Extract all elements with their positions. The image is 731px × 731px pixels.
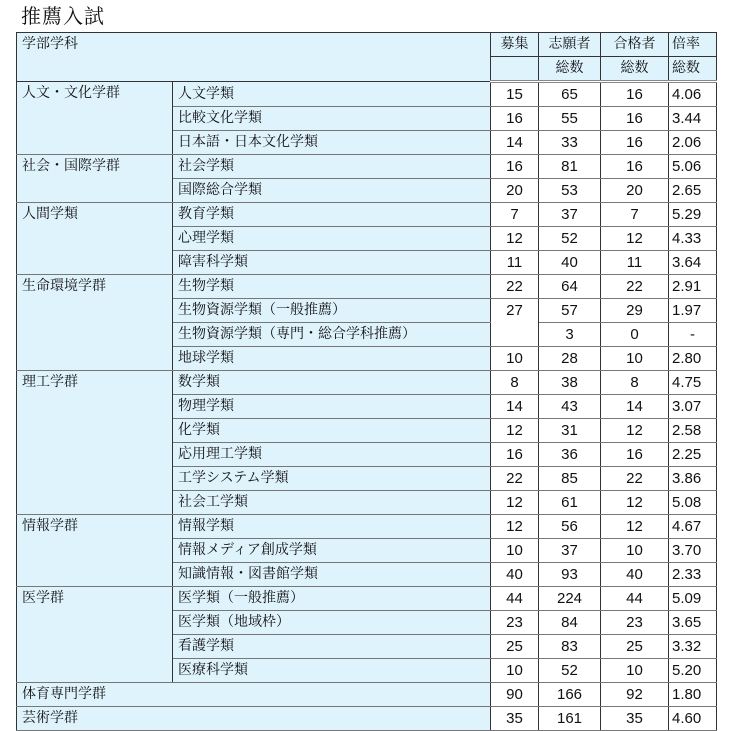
recruitment-value: 11: [491, 251, 539, 275]
applicants-value: 61: [539, 491, 601, 515]
ratio-value: 4.75: [669, 371, 717, 395]
group-name: 人間学類: [17, 203, 173, 275]
passed-value: 22: [601, 275, 669, 299]
subject-name: 情報学類: [173, 515, 491, 539]
ratio-value: 5.29: [669, 203, 717, 227]
group-name: 情報学群: [17, 515, 173, 587]
subject-name: 医学類（一般推薦）: [173, 587, 491, 611]
subject-name: 社会学類: [173, 155, 491, 179]
recruitment-value: 14: [491, 131, 539, 155]
subject-name: 知識情報・図書館学類: [173, 563, 491, 587]
recruitment-value: 10: [491, 347, 539, 371]
applicants-value: 166: [539, 683, 601, 707]
recruitment-value: 22: [491, 275, 539, 299]
recruitment-value: 16: [491, 443, 539, 467]
table-row: [17, 371, 717, 395]
header-applicants-sub: 総数: [539, 57, 601, 82]
subject-name: 日本語・日本文化学類: [173, 131, 491, 155]
subject-name: 比較文化学類: [173, 107, 491, 131]
passed-value: 44: [601, 587, 669, 611]
applicants-value: 93: [539, 563, 601, 587]
header-row-1: [17, 33, 717, 57]
passed-value: 14: [601, 395, 669, 419]
recruitment-value: 12: [491, 491, 539, 515]
subject-name: 看護学類: [173, 635, 491, 659]
table-row: [17, 683, 717, 707]
passed-value: 12: [601, 491, 669, 515]
header-ratio: 倍率: [669, 33, 717, 57]
subject-name: 生物資源学類（専門・総合学科推薦）: [173, 323, 491, 347]
header-recruitment-sub: [491, 57, 539, 82]
group-name: 体育専門学群: [17, 683, 491, 707]
ratio-value: 4.67: [669, 515, 717, 539]
recruitment-value: 10: [491, 659, 539, 683]
applicants-value: 43: [539, 395, 601, 419]
subject-name: 医療科学類: [173, 659, 491, 683]
subject-name: 医学類（地域枠）: [173, 611, 491, 635]
header-passed-sub: 総数: [601, 57, 669, 82]
recruitment-value: 23: [491, 611, 539, 635]
table-row: [17, 155, 717, 179]
ratio-value: 3.65: [669, 611, 717, 635]
ratio-value: 3.07: [669, 395, 717, 419]
header-ratio-sub: 総数: [669, 57, 717, 82]
recruitment-value: 27: [491, 299, 539, 347]
recruitment-value: 16: [491, 107, 539, 131]
passed-value: 12: [601, 515, 669, 539]
applicants-value: 33: [539, 131, 601, 155]
subject-name: 障害科学類: [173, 251, 491, 275]
passed-value: 16: [601, 82, 669, 107]
ratio-value: 2.58: [669, 419, 717, 443]
passed-value: 10: [601, 539, 669, 563]
passed-value: 29: [601, 299, 669, 323]
passed-value: 10: [601, 659, 669, 683]
recruitment-value: 8: [491, 371, 539, 395]
table-row: [17, 707, 717, 731]
applicants-value: 161: [539, 707, 601, 731]
ratio-value: 3.64: [669, 251, 717, 275]
subject-name: 心理学類: [173, 227, 491, 251]
ratio-value: 3.32: [669, 635, 717, 659]
passed-value: 8: [601, 371, 669, 395]
applicants-value: 37: [539, 203, 601, 227]
ratio-value: 2.91: [669, 275, 717, 299]
recruitment-value: 20: [491, 179, 539, 203]
applicants-value: 3: [539, 323, 601, 347]
header-passed: 合格者: [601, 33, 669, 57]
passed-value: 7: [601, 203, 669, 227]
subject-name: 化学類: [173, 419, 491, 443]
recruitment-value: 35: [491, 707, 539, 731]
group-name: 社会・国際学群: [17, 155, 173, 203]
recruitment-value: 12: [491, 515, 539, 539]
applicants-value: 40: [539, 251, 601, 275]
subject-name: 工学システム学類: [173, 467, 491, 491]
ratio-value: 2.25: [669, 443, 717, 467]
ratio-value: 4.06: [669, 82, 717, 107]
applicants-value: 52: [539, 227, 601, 251]
ratio-value: 5.20: [669, 659, 717, 683]
recruitment-value: 10: [491, 539, 539, 563]
applicants-value: 224: [539, 587, 601, 611]
ratio-value: 2.65: [669, 179, 717, 203]
table-row: [17, 203, 717, 227]
recruitment-value: 16: [491, 155, 539, 179]
applicants-value: 64: [539, 275, 601, 299]
subject-name: 物理学類: [173, 395, 491, 419]
applicants-value: 36: [539, 443, 601, 467]
header-applicants: 志願者: [539, 33, 601, 57]
passed-value: 16: [601, 443, 669, 467]
ratio-value: 1.97: [669, 299, 717, 323]
subject-name: 人文学類: [173, 82, 491, 107]
ratio-value: 3.44: [669, 107, 717, 131]
applicants-value: 52: [539, 659, 601, 683]
subject-name: 生物資源学類（一般推薦）: [173, 299, 491, 323]
ratio-value: 5.09: [669, 587, 717, 611]
ratio-value: 3.70: [669, 539, 717, 563]
recruitment-value: 44: [491, 587, 539, 611]
passed-value: 16: [601, 131, 669, 155]
applicants-value: 85: [539, 467, 601, 491]
passed-value: 10: [601, 347, 669, 371]
recruitment-value: 90: [491, 683, 539, 707]
passed-value: 16: [601, 107, 669, 131]
recruitment-value: 12: [491, 419, 539, 443]
recruitment-value: 40: [491, 563, 539, 587]
ratio-value: 3.86: [669, 467, 717, 491]
ratio-value: 2.06: [669, 131, 717, 155]
header-department: 学部学科: [17, 33, 491, 82]
applicants-value: 84: [539, 611, 601, 635]
group-name: 生命環境学群: [17, 275, 173, 371]
passed-value: 92: [601, 683, 669, 707]
group-name: 芸術学群: [17, 707, 491, 731]
subject-name: 数学類: [173, 371, 491, 395]
ratio-value: -: [669, 323, 717, 347]
recruitment-value: 12: [491, 227, 539, 251]
ratio-value: 1.80: [669, 683, 717, 707]
header-recruitment: 募集: [491, 33, 539, 57]
admissions-table: [16, 32, 717, 731]
table-row: [17, 82, 717, 107]
table-row: [17, 275, 717, 299]
recruitment-value: 25: [491, 635, 539, 659]
group-name: 理工学群: [17, 371, 173, 515]
table-row: [17, 587, 717, 611]
group-name: 医学群: [17, 587, 173, 683]
passed-value: 23: [601, 611, 669, 635]
subject-name: 生物学類: [173, 275, 491, 299]
subject-name: 教育学類: [173, 203, 491, 227]
recruitment-value: 15: [491, 82, 539, 107]
applicants-value: 37: [539, 539, 601, 563]
ratio-value: 5.06: [669, 155, 717, 179]
recruitment-value: 7: [491, 203, 539, 227]
ratio-value: 5.08: [669, 491, 717, 515]
ratio-value: 2.80: [669, 347, 717, 371]
applicants-value: 28: [539, 347, 601, 371]
passed-value: 40: [601, 563, 669, 587]
page-title: 推薦入試: [21, 4, 105, 28]
recruitment-value: 22: [491, 467, 539, 491]
ratio-value: 4.33: [669, 227, 717, 251]
passed-value: 35: [601, 707, 669, 731]
passed-value: 0: [601, 323, 669, 347]
table-row: [17, 515, 717, 539]
passed-value: 25: [601, 635, 669, 659]
ratio-value: 2.33: [669, 563, 717, 587]
applicants-value: 56: [539, 515, 601, 539]
applicants-value: 55: [539, 107, 601, 131]
subject-name: 社会工学類: [173, 491, 491, 515]
applicants-value: 38: [539, 371, 601, 395]
applicants-value: 81: [539, 155, 601, 179]
passed-value: 12: [601, 227, 669, 251]
subject-name: 情報メディア創成学類: [173, 539, 491, 563]
subject-name: 地球学類: [173, 347, 491, 371]
applicants-value: 31: [539, 419, 601, 443]
passed-value: 22: [601, 467, 669, 491]
subject-name: 応用理工学類: [173, 443, 491, 467]
applicants-value: 57: [539, 299, 601, 323]
passed-value: 20: [601, 179, 669, 203]
ratio-value: 4.60: [669, 707, 717, 731]
group-name: 人文・文化学群: [17, 82, 173, 155]
subject-name: 国際総合学類: [173, 179, 491, 203]
applicants-value: 53: [539, 179, 601, 203]
recruitment-value: 14: [491, 395, 539, 419]
applicants-value: 83: [539, 635, 601, 659]
passed-value: 12: [601, 419, 669, 443]
passed-value: 11: [601, 251, 669, 275]
applicants-value: 65: [539, 82, 601, 107]
passed-value: 16: [601, 155, 669, 179]
